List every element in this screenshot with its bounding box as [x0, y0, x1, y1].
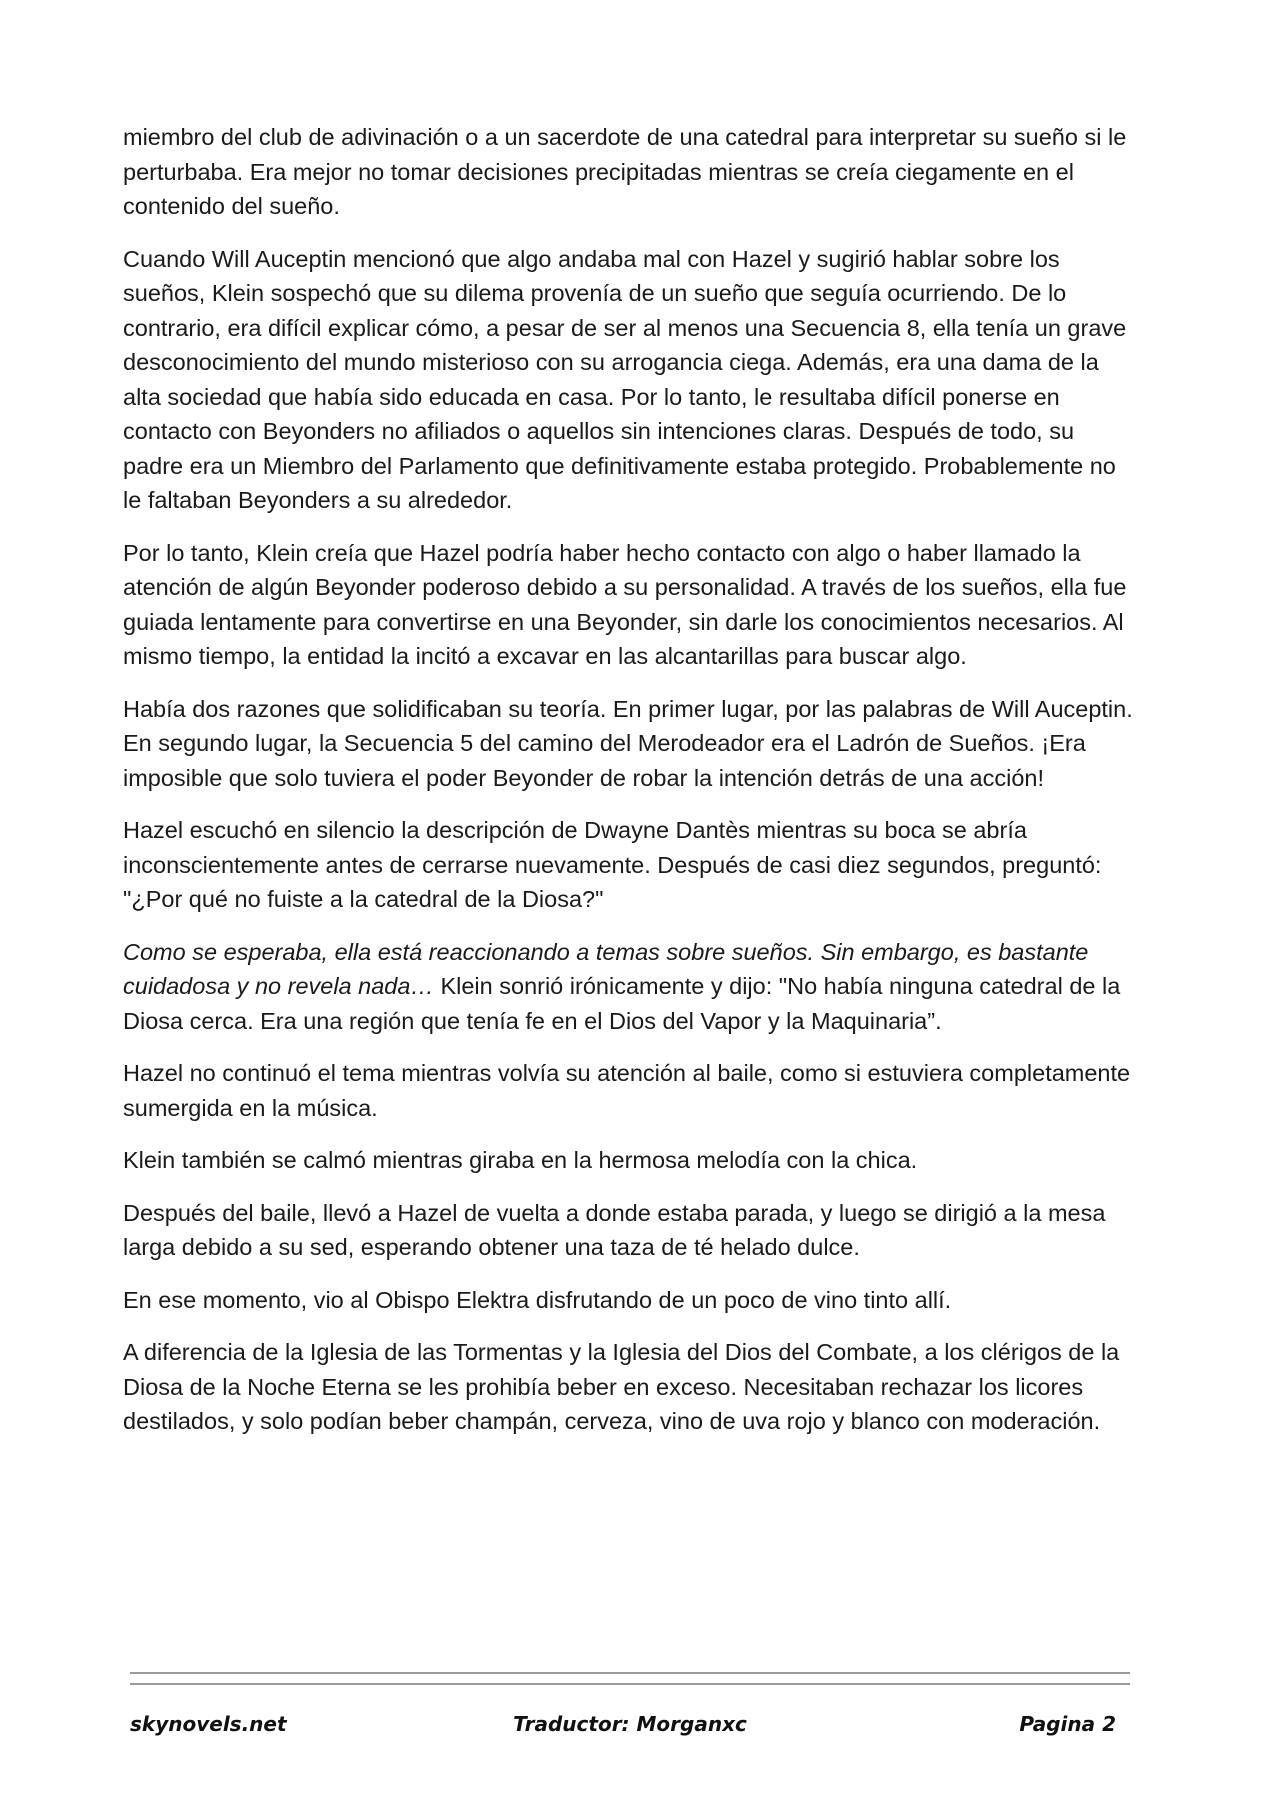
- paragraph: Hazel no continuó el tema mientras volvía su atención al baile, como si estuviera completamente sumergida en la música.: [123, 1060, 1131, 1121]
- paragraph: Cuando Will Auceptin mencionó que algo andaba mal con Hazel y sugirió hablar sobre los sueños, Klein sospechó que su dilema provenía de un sueño que seguía ocurriendo. De lo contrario, era difícil explicar cómo, a pesar de ser al menos una Secuencia 8, ella tenía un grave desconocimiento del mundo misterioso con su arrogancia ciega. Además, era una dama de la alta sociedad que había sido educada en casa. Por lo tanto, le resultaba difícil ponerse en contacto con Beyonders no afiliados o aquellos sin intenciones claras. Después de todo, su padre era un Miembro del Parlamento que definitivamente estaba protegido. Probablemente no le faltaban Beyonders a su alrededor.: [123, 245, 1127, 513]
- footer-page-number: Pagina 2: [1019, 1712, 1116, 1736]
- paragraph: Klein también se calmó mientras giraba en la hermosa melodía con la chica.: [123, 1147, 918, 1173]
- paragraph: A diferencia de la Iglesia de las Tormentas y la Iglesia del Dios del Combate, a los clérigos de la Diosa de la Noche Eterna se les prohibía beber en exceso. Necesitaban rechazar los licores destilados, y solo podían beber champán, cerveza, vino de uva rojo y blanco con moderación.: [123, 1339, 1120, 1434]
- footer-divider-bottom: [130, 1683, 1130, 1685]
- page-footer: [130, 1712, 1130, 1748]
- paragraph: En ese momento, vio al Obispo Elektra disfrutando de un poco de vino tinto allí.: [123, 1286, 952, 1313]
- footer-site: skynovels.net: [130, 1712, 287, 1736]
- footer-translator: Traductor: Morganxc: [513, 1712, 747, 1736]
- document-body: [123, 120, 1133, 1457]
- paragraph-text: Klein sonrió irónicamente y dijo: "No había ninguna catedral de la Diosa cerca. Era una región que tenía fe en el Dios del Vapor y la Maquinaria”.: [123, 973, 1121, 1034]
- paragraph: [123, 935, 1133, 1039]
- paragraph: Después del baile, llevó a Hazel de vuelta a donde estaba parada, y luego se dirigió a la mesa larga debido a su sed, esperando obtener una taza de té helado dulce.: [123, 1199, 1106, 1260]
- footer-divider-top: [130, 1672, 1130, 1674]
- italic-thought: Como se esperaba, ella está reaccionando a temas sobre sueños. Sin embargo, es bastante cuidadosa y no revela nada…: [123, 938, 1089, 999]
- paragraph: Había dos razones que solidificaban su teoría. En primer lugar, por las palabras de Will Auceptin. En segundo lugar, la Secuencia 5 del camino del Merodeador era el Ladrón de Sueños. ¡Era imposible que solo tuviera el poder Beyonder de robar la intención detrás de una acción!: [123, 695, 1133, 791]
- paragraph: Hazel escuchó en silencio la descripción de Dwayne Dantès mientras su boca se abría inconscientemente antes de cerrarse nuevamente. Después de casi diez segundos, preguntó: "¿Por qué no fuiste a la catedral de la Diosa?": [123, 817, 1102, 912]
- paragraph: miembro del club de adivinación o a un sacerdote de una catedral para interpretar su sueño si le perturbaba. Era mejor no tomar decisiones precipitadas mientras se creía ciegamente en el contenido del sueño.: [123, 124, 1127, 219]
- paragraph: Por lo tanto, Klein creía que Hazel podría haber hecho contacto con algo o haber llamado la atención de algún Beyonder poderoso debido a su personalidad. A través de los sueños, ella fue guiada lentamente para convertirse en una Beyonder, sin darle los conocimientos necesarios. Al mismo tiempo, la entidad la incitó a excavar en las alcantarillas para buscar algo.: [123, 539, 1127, 669]
